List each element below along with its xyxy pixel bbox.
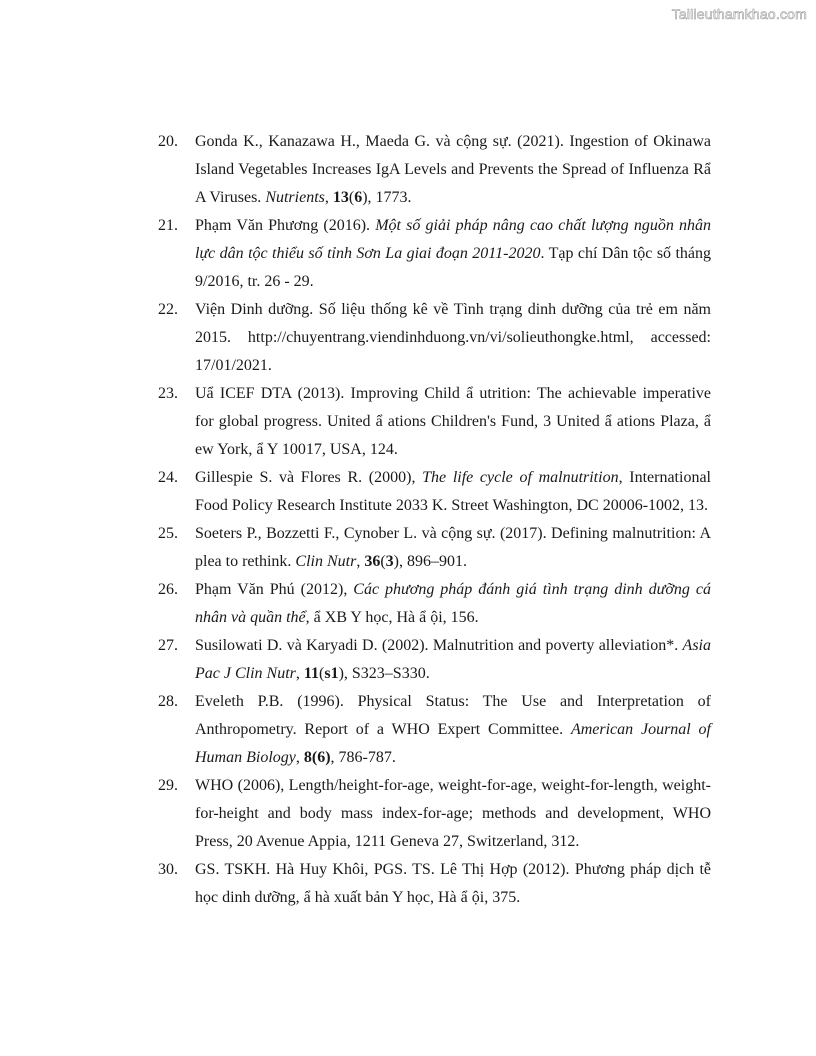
reference-bold-segment: 6 [354,189,363,206]
reference-bold-segment: 3 [385,553,394,570]
reference-text [195,772,711,856]
reference-number: 22. [158,301,178,318]
reference-segment: ( [348,189,355,206]
reference-text [195,688,711,772]
reference-bold-segment: 36 [364,553,381,570]
reference-segment: Phạm Văn Phương (2016). [195,217,376,234]
reference-italic-segment: Một số giải pháp nâng cao chất lượng nguồn nhân lực dân tộc thiểu số tỉnh Sơn La giai đoạn 2011-2020 [195,217,712,262]
reference-bold-segment: 11 [303,665,320,682]
reference-segment: Soeters P., Bozzetti F., Cynober L. và cộng sự. (2017). Defining malnutrition: A plea to rethink. [195,525,711,570]
reference-text [195,464,711,520]
reference-number: 29. [158,777,178,794]
reference-text [195,212,711,296]
reference-item [158,464,711,520]
watermark-text: Tailieuthamkhao.com [671,6,807,22]
reference-italic-segment: American Journal of Human Biology [195,721,711,766]
reference-segment: ( [380,553,386,570]
reference-number: 23. [158,385,178,402]
reference-item [158,520,711,576]
reference-item [158,380,711,464]
reference-item [158,632,711,688]
reference-segment: , [295,665,304,682]
reference-segment: Eveleth P.B. (1996). Physical Status: The Use and Interpretation of Anthropometry. Report of a WHO Expert Committee. [195,693,711,738]
reference-segment: Gonda K., Kanazawa H., Maeda G. và cộng sự. (2021). Ingestion of Okinawa Island Vegetables Increases IgA Levels and Prevents the Spread of Influenza Rẩ A Viruses. [195,133,711,206]
reference-number: 21. [158,217,178,234]
reference-text [195,296,711,380]
reference-segment: GS. TSKH. Hà Huy Khôi, PGS. TS. Lê Thị Hợp (2012). Phương pháp dịch tễ học dinh dưỡng, ẩ hà xuất bản Y học, Hà ẩ ội, 375. [195,861,711,906]
reference-segment: , International Food Policy Research Institute 2033 K. Street Washington, DC 20006-1002, 13. [195,469,711,514]
reference-segment: Gillespie S. và Flores R. (2000), [195,469,423,486]
reference-item [158,688,711,772]
reference-item [158,856,711,912]
reference-number: 27. [158,637,178,654]
reference-item [158,576,711,632]
reference-number: 24. [158,469,178,486]
reference-segment: ), S323–S330. [338,665,430,682]
reference-text [195,520,711,576]
reference-bold-segment: 13 [332,189,349,206]
reference-italic-segment: Các phương pháp đánh giá tình trạng dinh dưỡng cá nhân và quần thể [195,581,711,626]
reference-item [158,128,711,212]
reference-item [158,296,711,380]
reference-segment: Phạm Văn Phú (2012), [195,581,354,598]
reference-segment: ), 896–901. [393,553,467,570]
reference-number: 20. [158,133,178,150]
reference-text [195,128,711,212]
reference-number: 28. [158,693,178,710]
reference-segment: , [356,553,365,570]
reference-number: 25. [158,525,178,542]
reference-item [158,772,711,856]
reference-segment: WHO (2006), Length/height-for-age, weight-for-age, weight-for-length, weight-for-height and body mass index-for-age; methods and development, WHO Press, 20 Avenue Appia, 1211 Geneva 27, Switzerland, 312. [195,777,711,850]
reference-text [195,380,711,464]
reference-segment: , [324,189,333,206]
reference-italic-segment: Clin Nutr [295,553,357,570]
reference-segment: Uẩ ICEF DTA (2013). Improving Child ẩ utrition: The achievable imperative for global progress. United ẩ ations Children's Fund, 3 United ẩ ations Plaza, ẩ ew York, ẩ Y 10017, USA, 124. [195,385,711,458]
reference-text [195,632,711,688]
reference-segment: ), 1773. [362,189,412,206]
reference-italic-segment: The life cycle of malnutrition [422,469,619,486]
reference-italic-segment: Nutrients [265,189,325,206]
reference-list [158,128,711,912]
reference-segment: . Tạp chí Dân tộc số tháng 9/2016, tr. 26 - 29. [195,245,711,290]
reference-bold-segment: 8(6) [303,749,331,766]
reference-bold-segment: s1 [324,665,339,682]
reference-segment: , 786-787. [330,749,396,766]
reference-segment: , ẩ XB Y học, Hà ẩ ội, 156. [305,609,479,626]
reference-number: 26. [158,581,178,598]
reference-text [195,856,711,912]
reference-segment: , [295,749,304,766]
reference-number: 30. [158,861,178,878]
reference-segment: ( [319,665,325,682]
reference-text [195,576,711,632]
reference-item [158,212,711,296]
reference-italic-segment: Asia Pac J Clin Nutr [195,637,711,682]
reference-segment: Viện Dinh dưỡng. Số liệu thống kê về Tình trạng dinh dưỡng của trẻ em năm 2015. http://chuyentrang.viendinhduong.vn/vi/solieuthongke.html, accessed: 17/01/2021. [195,301,711,374]
reference-segment: Susilowati D. và Karyadi D. (2002). Malnutrition and poverty alleviation*. [195,637,683,654]
